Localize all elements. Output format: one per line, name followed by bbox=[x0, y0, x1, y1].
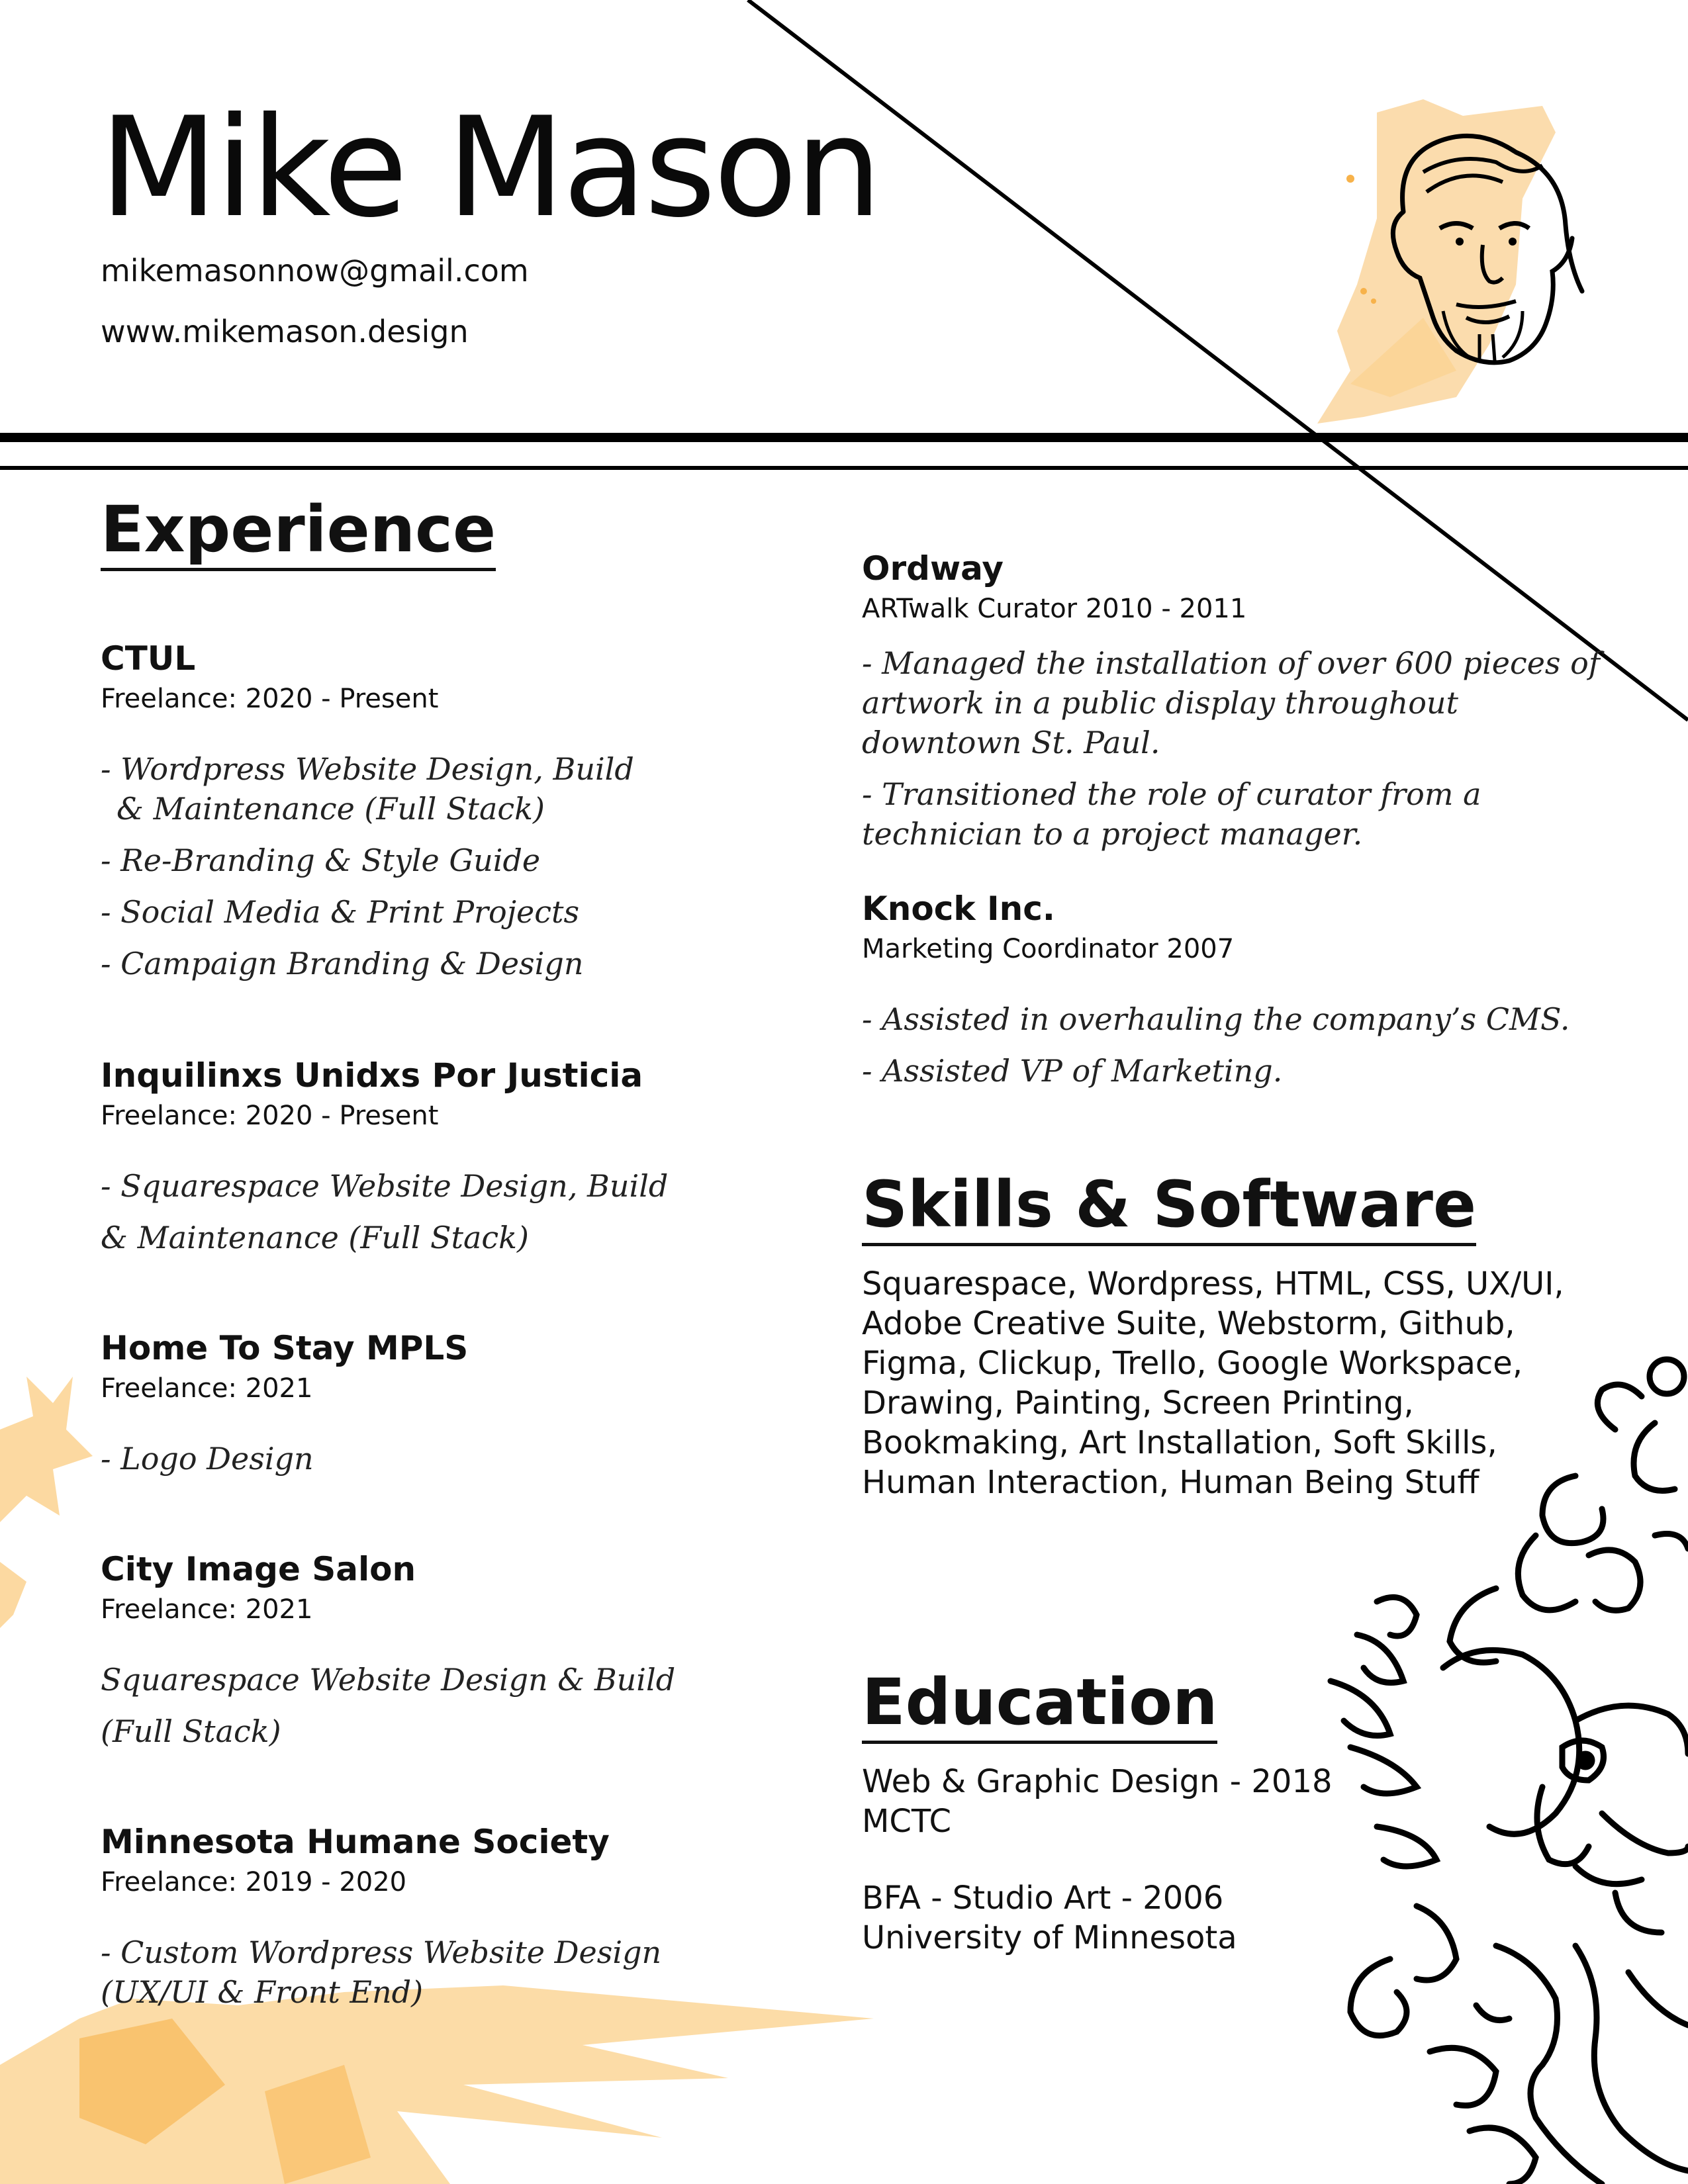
job-bullet: - Squarespace Website Design, Build bbox=[101, 1168, 669, 1204]
job-bullet: - Wordpress Website Design, Build bbox=[101, 751, 634, 787]
job-meta: ARTwalk Curator 2010 - 2011 bbox=[862, 594, 1247, 624]
job-entry bbox=[862, 889, 1570, 1091]
skills-line: Squarespace, Wordpress, HTML, CSS, UX/UI, bbox=[862, 1265, 1564, 1302]
skills-heading: Skills & Software bbox=[862, 1173, 1476, 1246]
skills-line: Figma, Clickup, Trello, Google Workspace, bbox=[862, 1345, 1523, 1382]
job-meta: Marketing Coordinator 2007 bbox=[862, 934, 1235, 964]
website-link[interactable]: www.mikemason.design bbox=[101, 314, 469, 349]
skills-list bbox=[862, 1264, 1564, 1502]
skills-line: Bookmaking, Art Installation, Soft Skills, bbox=[862, 1424, 1497, 1461]
job-meta: Freelance: 2021 bbox=[101, 1373, 313, 1404]
job-bullet: & Maintenance (Full Stack) bbox=[101, 1220, 529, 1255]
job-bullet: - Assisted in overhauling the company’s CMS. bbox=[862, 1001, 1570, 1037]
education-school: University of Minnesota bbox=[862, 1919, 1237, 1956]
job-bullet: (UX/UI & Front End) bbox=[101, 1974, 424, 2010]
job-entry bbox=[101, 639, 634, 983]
education-list bbox=[862, 1762, 1333, 1958]
job-entry bbox=[862, 549, 1600, 854]
job-bullet: - Custom Wordpress Website Design bbox=[101, 1934, 662, 1970]
portrait-illustration bbox=[1317, 99, 1582, 424]
job-company: Home To Stay MPLS bbox=[101, 1329, 469, 1367]
header-divider-thin bbox=[0, 466, 1688, 470]
job-bullet: - Social Media & Print Projects bbox=[101, 894, 580, 930]
job-entry bbox=[101, 1329, 469, 1479]
job-company: CTUL bbox=[101, 639, 196, 678]
job-meta: Freelance: 2020 - Present bbox=[101, 684, 439, 714]
job-bullet: - Campaign Branding & Design bbox=[101, 946, 584, 981]
job-meta: Freelance: 2021 bbox=[101, 1594, 313, 1625]
job-bullet: artwork in a public display throughout bbox=[862, 685, 1459, 721]
header-divider-thick bbox=[0, 433, 1688, 442]
job-company: Inquilinxs Unidxs Por Justicia bbox=[101, 1056, 643, 1095]
job-bullet: - Transitioned the role of curator from a bbox=[862, 776, 1481, 812]
job-company: Ordway bbox=[862, 549, 1004, 588]
skills-line: Human Interaction, Human Being Stuff bbox=[862, 1464, 1479, 1501]
job-bullet: - Logo Design bbox=[101, 1441, 314, 1477]
job-company: City Image Salon bbox=[101, 1550, 416, 1588]
person-name: Mike Mason bbox=[99, 88, 880, 248]
job-meta: Freelance: 2020 - Present bbox=[101, 1101, 439, 1131]
experience-heading: Experience bbox=[101, 498, 496, 571]
job-entry bbox=[101, 1550, 676, 1751]
job-bullet: & Maintenance (Full Stack) bbox=[117, 791, 545, 827]
job-bullet: - Managed the installation of over 600 pieces of bbox=[862, 645, 1600, 681]
job-bullet: - Assisted VP of Marketing. bbox=[862, 1053, 1283, 1089]
job-bullet: Squarespace Website Design & Build bbox=[101, 1662, 676, 1698]
education-degree: Web & Graphic Design - 2018 bbox=[862, 1763, 1333, 1800]
education-heading: Education bbox=[862, 1670, 1217, 1744]
job-entry bbox=[101, 1056, 669, 1257]
skills-line: Adobe Creative Suite, Webstorm, Github, bbox=[862, 1305, 1515, 1342]
job-bullet: technician to a project manager. bbox=[862, 816, 1363, 852]
job-bullet: downtown St. Paul. bbox=[862, 725, 1160, 760]
job-entry bbox=[101, 1825, 661, 2012]
skills-line: Drawing, Painting, Screen Printing, bbox=[862, 1385, 1414, 1422]
job-meta: Freelance: 2019 - 2020 bbox=[101, 1867, 407, 1897]
paint-splash bbox=[0, 1985, 874, 2184]
education-degree: BFA - Studio Art - 2006 bbox=[862, 1880, 1224, 1917]
education-school: MCTC bbox=[862, 1803, 951, 1840]
email-link[interactable]: mikemasonnow@gmail.com bbox=[101, 253, 529, 289]
job-bullet: - Re-Branding & Style Guide bbox=[101, 842, 541, 878]
job-company: Knock Inc. bbox=[862, 889, 1055, 928]
job-bullet: (Full Stack) bbox=[101, 1713, 281, 1749]
paint-splash bbox=[0, 1377, 93, 1628]
job-company: Minnesota Humane Society bbox=[101, 1823, 610, 1861]
